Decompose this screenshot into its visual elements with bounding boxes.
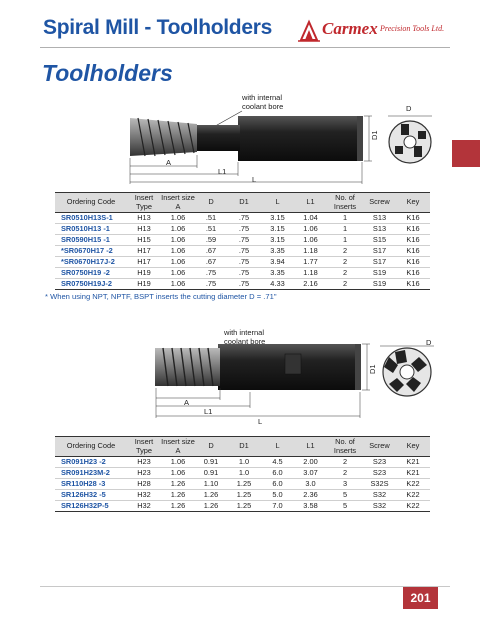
table-cell: S15 bbox=[363, 235, 396, 246]
table-cell: .75 bbox=[227, 257, 261, 268]
table-cell: 1.06 bbox=[161, 224, 195, 235]
table-cell: 1.18 bbox=[294, 268, 327, 279]
table-cell: S32 bbox=[363, 490, 396, 501]
dim-label-a: A bbox=[184, 398, 190, 407]
ordering-code: SR0510H13 -1 bbox=[55, 224, 127, 235]
table-row bbox=[55, 213, 430, 224]
page-number: 201 bbox=[403, 587, 438, 609]
col-header: Ordering Code bbox=[55, 193, 127, 213]
table-cell: 4.33 bbox=[261, 279, 294, 290]
table-cell: 3.15 bbox=[261, 213, 294, 224]
table-header-row bbox=[55, 437, 430, 457]
table-cell: 4.5 bbox=[261, 457, 294, 468]
logo-subtitle: Precision Tools Ltd. bbox=[380, 24, 445, 33]
table-cell: H19 bbox=[127, 268, 161, 279]
table-cell: 1.0 bbox=[227, 457, 261, 468]
dim-label-l1: L1 bbox=[218, 167, 227, 176]
table-cell: 6.0 bbox=[261, 479, 294, 490]
section-title: Toolholders bbox=[42, 60, 173, 86]
table-cell: 1 bbox=[327, 224, 363, 235]
table-cell: 1.18 bbox=[294, 246, 327, 257]
table-cell: H15 bbox=[127, 235, 161, 246]
table-row bbox=[55, 235, 430, 246]
table-cell: 1.06 bbox=[161, 268, 195, 279]
table-cell: S17 bbox=[363, 257, 396, 268]
table-cell: S17 bbox=[363, 246, 396, 257]
table-cell: S19 bbox=[363, 279, 396, 290]
table-cell: H17 bbox=[127, 246, 161, 257]
col-header: D bbox=[195, 193, 227, 213]
table-cell: 1.26 bbox=[195, 501, 227, 512]
table-row bbox=[55, 457, 430, 468]
callout-line-2: coolant bore bbox=[224, 336, 266, 346]
table-cell: 1.25 bbox=[227, 490, 261, 501]
table-row bbox=[55, 468, 430, 479]
table-cell: 1 bbox=[327, 213, 363, 224]
table-row bbox=[55, 268, 430, 279]
dim-label-d1: D1 bbox=[368, 364, 377, 374]
col-header: L bbox=[261, 437, 294, 457]
table-cell: 1.10 bbox=[195, 479, 227, 490]
table-row bbox=[55, 224, 430, 235]
table-cell: 3.0 bbox=[294, 479, 327, 490]
ordering-code: *SR0670H17 -2 bbox=[55, 246, 127, 257]
col-header: Ordering Code bbox=[55, 437, 127, 457]
table-cell: 1.06 bbox=[161, 468, 195, 479]
table-cell: 7.0 bbox=[261, 501, 294, 512]
table-cell: H19 bbox=[127, 279, 161, 290]
table-cell: 2 bbox=[327, 468, 363, 479]
ordering-code: *SR0670H17J-2 bbox=[55, 257, 127, 268]
table-cell: .67 bbox=[195, 246, 227, 257]
table-cell: 1 bbox=[327, 235, 363, 246]
table-cell: .51 bbox=[195, 224, 227, 235]
table-cell: .75 bbox=[227, 235, 261, 246]
table-cell: 1.06 bbox=[294, 224, 327, 235]
ordering-code: SR0510H13S-1 bbox=[55, 213, 127, 224]
footnote: * When using NPT, NPTF, BSPT inserts the cutting diameter D = .71" bbox=[45, 292, 277, 301]
table-row bbox=[55, 490, 430, 501]
table-cell: 1.06 bbox=[161, 213, 195, 224]
ordering-code: SR110H28 -3 bbox=[55, 479, 127, 490]
table-cell: .75 bbox=[227, 268, 261, 279]
table-cell: 5.0 bbox=[261, 490, 294, 501]
table-cell: 3 bbox=[327, 479, 363, 490]
table-row bbox=[55, 501, 430, 512]
table-cell: .67 bbox=[195, 257, 227, 268]
logo-wordmark: Carmex bbox=[322, 19, 378, 38]
table-cell: K22 bbox=[396, 479, 430, 490]
table-cell: 1.25 bbox=[227, 479, 261, 490]
dim-label-a: A bbox=[166, 158, 172, 167]
table-cell: H23 bbox=[127, 468, 161, 479]
table-cell: 2 bbox=[327, 279, 363, 290]
dim-label-d1: D1 bbox=[370, 130, 379, 140]
table-cell: 5 bbox=[327, 490, 363, 501]
table-cell: 2 bbox=[327, 457, 363, 468]
table-cell: S13 bbox=[363, 224, 396, 235]
ordering-code: SR0590H15 -1 bbox=[55, 235, 127, 246]
table-cell: 1.26 bbox=[161, 479, 195, 490]
col-header: Key bbox=[396, 437, 430, 457]
table-cell: 3.35 bbox=[261, 246, 294, 257]
table-cell: 0.91 bbox=[195, 468, 227, 479]
table-cell: 6.0 bbox=[261, 468, 294, 479]
table-cell: .51 bbox=[195, 213, 227, 224]
col-header: L1 bbox=[294, 193, 327, 213]
table-cell: 1.77 bbox=[294, 257, 327, 268]
table-cell: S23 bbox=[363, 468, 396, 479]
table-row bbox=[55, 246, 430, 257]
col-header: D1 bbox=[227, 193, 261, 213]
table-cell: .75 bbox=[195, 279, 227, 290]
ordering-code: SR0750H19 -2 bbox=[55, 268, 127, 279]
table-cell: 1.06 bbox=[294, 235, 327, 246]
table-cell: 1.06 bbox=[161, 257, 195, 268]
col-header: Insert size A bbox=[161, 437, 195, 455]
table-row bbox=[55, 257, 430, 268]
table-cell: .59 bbox=[195, 235, 227, 246]
ordering-code: SR0750H19J-2 bbox=[55, 279, 127, 290]
table-cell: 3.58 bbox=[294, 501, 327, 512]
ordering-code: SR126H32 -5 bbox=[55, 490, 127, 501]
col-header: D bbox=[195, 437, 227, 457]
table-cell: S13 bbox=[363, 213, 396, 224]
table-cell: H32 bbox=[127, 490, 161, 501]
ordering-code: SR126H32P-5 bbox=[55, 501, 127, 512]
table-cell: H13 bbox=[127, 213, 161, 224]
table-cell: 1.06 bbox=[161, 457, 195, 468]
table-cell: K16 bbox=[396, 246, 430, 257]
table-cell: 1.04 bbox=[294, 213, 327, 224]
table-cell: 3.15 bbox=[261, 224, 294, 235]
table-cell: .75 bbox=[227, 224, 261, 235]
table-cell: K22 bbox=[396, 490, 430, 501]
table-cell: 1.26 bbox=[161, 490, 195, 501]
table-cell: H17 bbox=[127, 257, 161, 268]
col-header: No. of Inserts bbox=[327, 193, 363, 213]
coolant-bore-callout-2 bbox=[224, 329, 265, 346]
footer-divider bbox=[40, 586, 450, 587]
callout-line-1: with internal bbox=[224, 328, 265, 337]
table-cell: 2 bbox=[327, 246, 363, 257]
table-cell: K16 bbox=[396, 235, 430, 246]
col-header: L bbox=[261, 193, 294, 213]
table-cell: 1.26 bbox=[195, 490, 227, 501]
coolant-bore-callout-1 bbox=[242, 94, 283, 111]
table-cell: .75 bbox=[227, 246, 261, 257]
ordering-code: SR091H23 -2 bbox=[55, 457, 127, 468]
table-cell: K16 bbox=[396, 224, 430, 235]
col-header: Insert size A bbox=[161, 193, 195, 211]
callout-line-2: coolant bore bbox=[242, 101, 284, 111]
table-cell: K16 bbox=[396, 257, 430, 268]
table-cell: 0.91 bbox=[195, 457, 227, 468]
table-cell: S19 bbox=[363, 268, 396, 279]
table-cell: 2.00 bbox=[294, 457, 327, 468]
table-cell: 2.16 bbox=[294, 279, 327, 290]
table-cell: 3.07 bbox=[294, 468, 327, 479]
table-cell: K22 bbox=[396, 501, 430, 512]
table-cell: .75 bbox=[227, 279, 261, 290]
toolholder-table-2 bbox=[55, 436, 430, 512]
table-header-row bbox=[55, 193, 430, 213]
table-cell: K16 bbox=[396, 213, 430, 224]
table-row bbox=[55, 279, 430, 290]
table-cell: 2 bbox=[327, 257, 363, 268]
callout-line-1: with internal bbox=[242, 93, 283, 102]
table-cell: H23 bbox=[127, 457, 161, 468]
table-cell: K16 bbox=[396, 268, 430, 279]
table-cell: 1.25 bbox=[227, 501, 261, 512]
dim-label-l1: L1 bbox=[204, 407, 213, 416]
table-cell: 1.0 bbox=[227, 468, 261, 479]
table-cell: K21 bbox=[396, 468, 430, 479]
table-cell: S23 bbox=[363, 457, 396, 468]
table-cell: .75 bbox=[227, 213, 261, 224]
table-cell: 5 bbox=[327, 501, 363, 512]
table-cell: 1.26 bbox=[161, 501, 195, 512]
dim-label-l: L bbox=[252, 175, 257, 184]
table-cell: 1.06 bbox=[161, 279, 195, 290]
table-cell: S32S bbox=[363, 479, 396, 490]
table-cell: 2.36 bbox=[294, 490, 327, 501]
table-cell: .75 bbox=[195, 268, 227, 279]
toolholder-table-1 bbox=[55, 192, 430, 290]
table-cell: 3.94 bbox=[261, 257, 294, 268]
col-header: L1 bbox=[294, 437, 327, 457]
table-row bbox=[55, 479, 430, 490]
table-cell: H32 bbox=[127, 501, 161, 512]
table-cell: 3.15 bbox=[261, 235, 294, 246]
dim-label-d: D bbox=[426, 338, 432, 347]
table-cell: S32 bbox=[363, 501, 396, 512]
col-header: Screw bbox=[363, 437, 396, 457]
col-header: Screw bbox=[363, 193, 396, 213]
col-header: No. of Inserts bbox=[327, 437, 363, 457]
col-header: Insert Type bbox=[127, 193, 161, 213]
col-header: Insert Type bbox=[127, 437, 161, 457]
dim-label-d: D bbox=[406, 104, 412, 113]
table-cell: 1.06 bbox=[161, 246, 195, 257]
table-cell: 2 bbox=[327, 268, 363, 279]
table-cell: 1.06 bbox=[161, 235, 195, 246]
dim-label-l: L bbox=[258, 417, 263, 426]
col-header: D1 bbox=[227, 437, 261, 457]
ordering-code: SR091H23M-2 bbox=[55, 468, 127, 479]
table-cell: 3.35 bbox=[261, 268, 294, 279]
table-cell: K21 bbox=[396, 457, 430, 468]
table-cell: H28 bbox=[127, 479, 161, 490]
col-header: Key bbox=[396, 193, 430, 213]
table-cell: K16 bbox=[396, 279, 430, 290]
page-header-title: Spiral Mill - Toolholders bbox=[43, 16, 272, 39]
table-cell: H13 bbox=[127, 224, 161, 235]
